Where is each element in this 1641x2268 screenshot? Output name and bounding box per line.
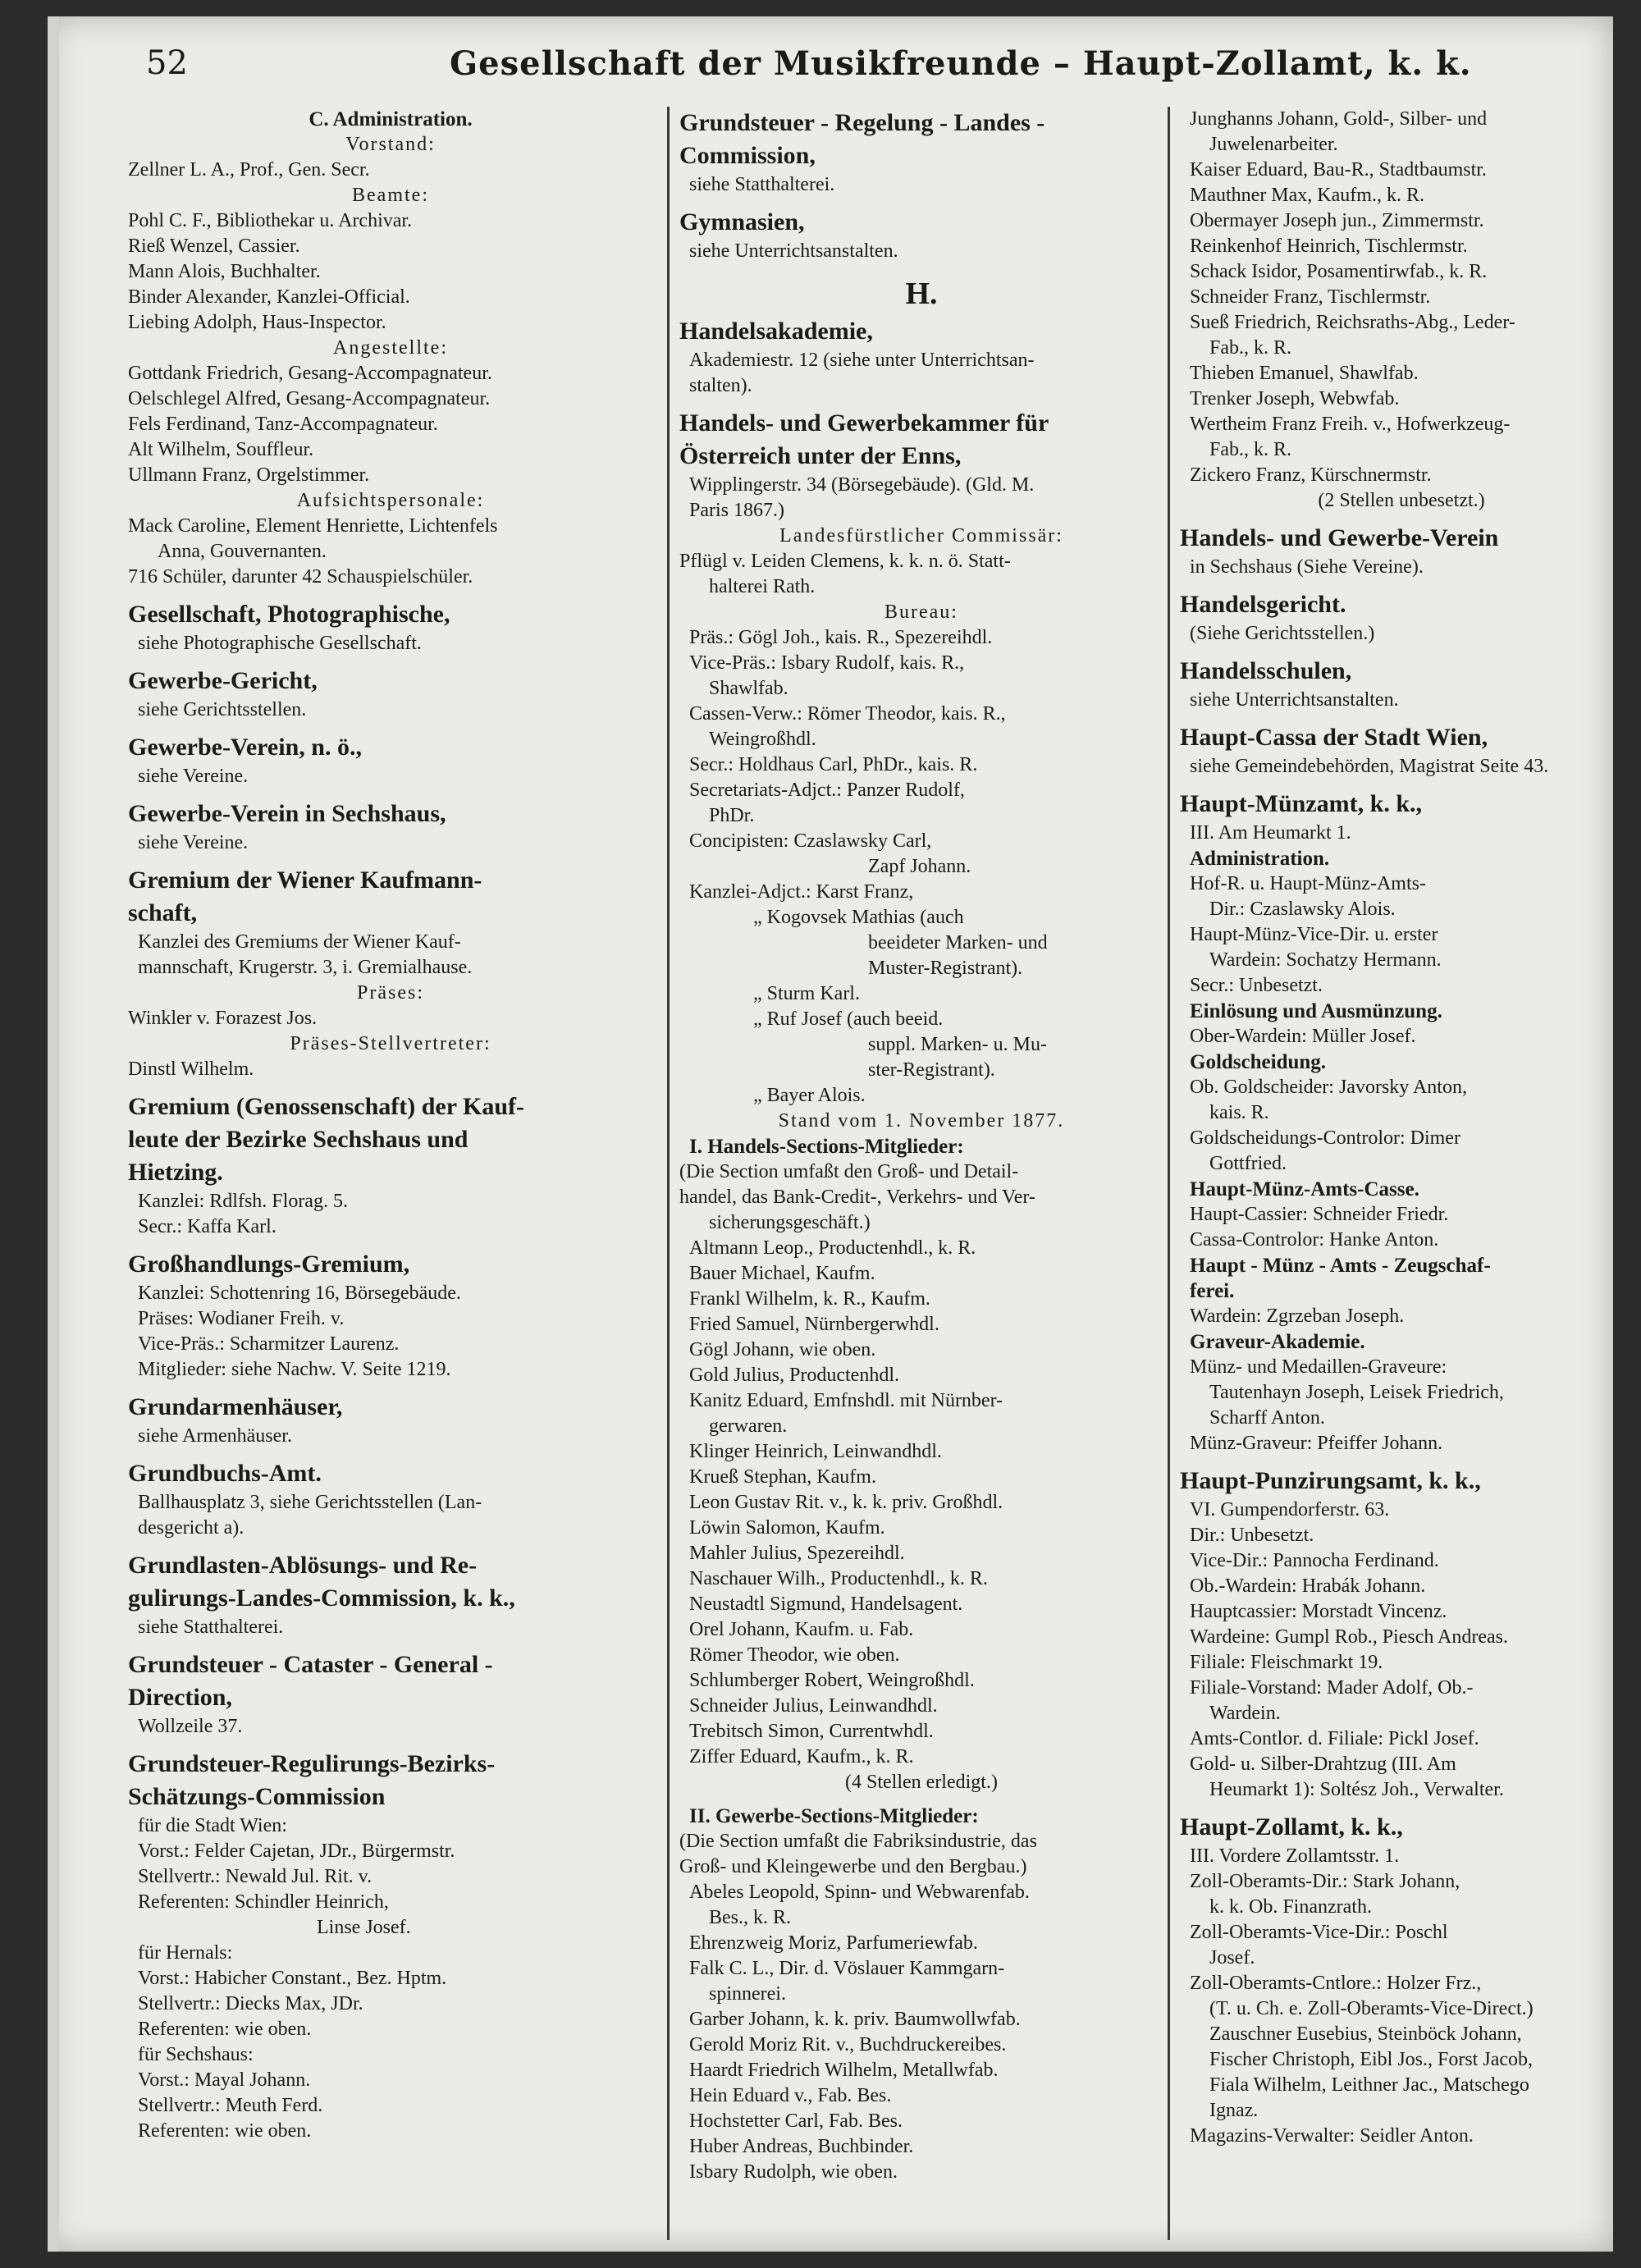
entry-heading: Haupt-Punzirungsamt, k. k., — [1180, 1467, 1481, 1494]
text-line: Reinkenhof Heinrich, Tischlermstr. — [1190, 235, 1468, 257]
text-line: Ullmann Franz, Orgelstimmer. — [128, 464, 370, 486]
text-line: Junghanns Johann, Gold-, Silber- und — [1190, 108, 1488, 130]
text-line: Vorst.: Habicher Constant., Bez. Hptm. — [138, 1968, 447, 1989]
text-line: Zoll-Oberamts-Cntlore.: Holzer Frz., — [1190, 1973, 1482, 1994]
column-3 — [1180, 107, 1613, 2240]
text-line: Wertheim Franz Freih. v., Hofwerkzeug- — [1190, 414, 1511, 435]
text-line: Fiala Wilhelm, Leithner Jac., Matschego — [1209, 2074, 1529, 2096]
text-line: siehe Statthalterei. — [138, 1616, 284, 1638]
text-line: III. Am Heumarkt 1. — [1190, 822, 1351, 844]
text-line: Münz-Graveur: Pfeiffer Johann. — [1190, 1433, 1443, 1454]
text-line: Falk C. L., Dir. d. Vöslauer Kammgarn- — [689, 1958, 1005, 1979]
text-line: (Siehe Gerichtsstellen.) — [1190, 623, 1375, 644]
running-title: Gesellschaft der Musikfreunde – Haupt-Zollamt, k. k. — [450, 44, 1472, 83]
text-line: (2 Stellen unbesetzt.) — [1318, 490, 1485, 511]
text-line: Fab., k. R. — [1209, 337, 1292, 359]
text-line: Löwin Salomon, Kaufm. — [689, 1517, 885, 1539]
text-line: Vorstand: — [345, 134, 436, 155]
text-line: Präses: — [357, 982, 424, 1004]
entry-heading: Haupt-Cassa der Stadt Wien, — [1180, 724, 1488, 751]
text-line: Orel Johann, Kaufm. u. Fab. — [689, 1619, 914, 1640]
text-line: siehe Photographische Gesellschaft. — [138, 633, 422, 654]
text-line: Kaiser Eduard, Bau-R., Stadtbaumstr. — [1190, 159, 1487, 181]
text-line: Abeles Leopold, Spinn- und Webwarenfab. — [689, 1882, 1030, 1903]
entry-heading: Gymnasien, — [679, 208, 805, 235]
text-line: Bes., k. R. — [709, 1907, 792, 1928]
text-line: Scharff Anton. — [1209, 1407, 1325, 1429]
text-line: Präses: Wodianer Freih. v. — [138, 1308, 345, 1329]
text-line: k. k. Ob. Finanzrath. — [1209, 1896, 1372, 1918]
text-line: Wardein. — [1209, 1703, 1281, 1724]
text-line: Josef. — [1209, 1947, 1255, 1968]
entry-heading: Direction, — [128, 1684, 232, 1711]
text-line: Gold Julius, Productenhdl. — [689, 1365, 899, 1386]
text-line: siehe Gerichtsstellen. — [138, 699, 307, 720]
text-line: in Sechshaus (Siehe Vereine). — [1190, 556, 1424, 578]
text-line: Oelschlegel Alfred, Gesang-Accompagnateur. — [128, 388, 491, 409]
text-line: Fischer Christoph, Eibl Jos., Forst Jacob, — [1209, 2049, 1533, 2070]
text-line: Hein Eduard v., Fab. Bes. — [689, 2085, 892, 2106]
text-line: Referenten: wie oben. — [138, 2019, 312, 2040]
text-line: Zoll-Oberamts-Vice-Dir.: Poschl — [1190, 1922, 1448, 1943]
text-line: siehe Unterrichtsanstalten. — [689, 240, 898, 262]
text-line: Präses-Stellvertreter: — [290, 1033, 491, 1054]
text-line: (4 Stellen erledigt.) — [845, 1772, 998, 1793]
text-line: für Sechshaus: — [138, 2044, 254, 2065]
text-line: Wollzeile 37. — [138, 1716, 243, 1737]
text-line: Gögl Johann, wie oben. — [689, 1339, 876, 1360]
text-line: Bureau: — [884, 601, 958, 623]
text-line: I. Handels-Sections-Mitglieder: — [689, 1136, 964, 1158]
text-line: Ballhausplatz 3, siehe Gerichtsstellen (Lan- — [138, 1492, 482, 1513]
text-line: 716 Schüler, darunter 42 Schauspielschüler. — [128, 566, 473, 588]
text-line: Administration. — [1190, 848, 1330, 870]
text-line: (T. u. Ch. e. Zoll-Oberamts-Vice-Direct.) — [1209, 1998, 1534, 2019]
text-line: „ Bayer Alois. — [753, 1085, 866, 1106]
text-line: Wipplingerstr. 34 (Börsegebäude). (Gld. M. — [689, 474, 1035, 496]
entry-heading: Handelsschulen, — [1180, 657, 1352, 684]
text-line: Tautenhayn Joseph, Leisek Friedrich, — [1209, 1382, 1504, 1403]
text-line: siehe Unterrichtsanstalten. — [1190, 689, 1399, 711]
text-line: Referenten: Schindler Heinrich, — [138, 1891, 389, 1913]
entry-heading: Haupt-Münzamt, k. k., — [1180, 790, 1423, 817]
text-line: H. — [905, 277, 938, 311]
text-line: suppl. Marken- u. Mu- — [868, 1034, 1047, 1055]
text-line: Schneider Franz, Tischlermstr. — [1190, 286, 1431, 308]
text-line: kais. R. — [1209, 1102, 1269, 1123]
text-line: Ob. Goldscheider: Javorsky Anton, — [1190, 1077, 1467, 1098]
text-line: Trebitsch Simon, Currentwhdl. — [689, 1721, 934, 1742]
text-line: Thieben Emanuel, Shawlfab. — [1190, 363, 1419, 384]
text-line: Ziffer Eduard, Kaufm., k. R. — [689, 1746, 914, 1767]
text-line: Landesfürstlicher Commissär: — [779, 525, 1063, 546]
text-line: Kanzlei: Schottenring 16, Börsegebäude. — [138, 1283, 461, 1304]
text-line: gerwaren. — [709, 1415, 788, 1437]
text-line: Beamte: — [352, 185, 429, 206]
text-line: ster-Registrant). — [868, 1059, 995, 1081]
text-line: Ob.-Wardein: Hrabák Johann. — [1190, 1575, 1426, 1597]
column-1 — [128, 107, 653, 2240]
text-line: Pohl C. F., Bibliothekar u. Archivar. — [128, 210, 413, 231]
text-line: Hochstetter Carl, Fab. Bes. — [689, 2110, 903, 2132]
text-line: Fab., k. R. — [1209, 439, 1292, 460]
text-line: VI. Gumpendorferstr. 63. — [1190, 1499, 1390, 1520]
text-line: Secr.: Holdhaus Carl, PhDr., kais. R. — [689, 754, 978, 775]
text-line: Secr.: Unbesetzt. — [1190, 975, 1323, 996]
text-line: siehe Armenhäuser. — [138, 1425, 292, 1447]
entry-heading: Handelsakademie, — [679, 318, 873, 345]
entry-heading: Schätzungs-Commission — [128, 1783, 386, 1810]
text-line: Hauptcassier: Morstadt Vincenz. — [1190, 1601, 1447, 1622]
entry-heading: Gremium der Wiener Kaufmann- — [128, 867, 482, 894]
text-line: Ignaz. — [1209, 2100, 1259, 2121]
text-line: Gottdank Friedrich, Gesang-Accompagnateur. — [128, 363, 492, 384]
text-line: Pflügl v. Leiden Clemens, k. k. n. ö. Statt- — [679, 551, 1011, 572]
text-line: desgericht a). — [138, 1517, 245, 1539]
text-line: Isbary Rudolph, wie oben. — [689, 2161, 898, 2183]
text-line: Aufsichtspersonale: — [296, 490, 485, 511]
text-line: Kanzlei: Rdlfsh. Florag. 5. — [138, 1191, 348, 1212]
text-line: Trenker Joseph, Webwfab. — [1190, 388, 1400, 409]
text-line: Akademiestr. 12 (siehe unter Unterrichtsan- — [689, 350, 1035, 371]
text-line: Krueß Stephan, Kaufm. — [689, 1466, 876, 1488]
entry-heading: gulirungs-Landes-Commission, k. k., — [128, 1584, 515, 1612]
text-line: Kanzlei-Adjct.: Karst Franz, — [689, 881, 914, 903]
entry-heading: Gremium (Genossenschaft) der Kauf- — [128, 1093, 525, 1120]
text-line: Vice-Dir.: Pannocha Ferdinand. — [1190, 1550, 1439, 1571]
column-rule — [1168, 107, 1170, 2240]
entry-heading: Gesellschaft, Photographische, — [128, 601, 450, 628]
entry-heading: Haupt-Zollamt, k. k., — [1180, 1813, 1403, 1840]
text-line: Fels Ferdinand, Tanz-Accompagnateur. — [128, 414, 438, 435]
text-line: Wardein: Sochatzy Hermann. — [1209, 949, 1442, 971]
entry-heading: Grundsteuer - Cataster - General - — [128, 1651, 493, 1678]
text-line: Amts-Contlor. d. Filiale: Pickl Josef. — [1190, 1728, 1479, 1749]
text-line: Ober-Wardein: Müller Josef. — [1190, 1026, 1416, 1047]
text-line: Mitglieder: siehe Nachw. V. Seite 1219. — [138, 1359, 451, 1380]
text-line: Concipisten: Czaslawsky Carl, — [689, 830, 932, 852]
page-header — [146, 41, 1590, 98]
text-line: Kanzlei des Gremiums der Wiener Kauf- — [138, 931, 461, 953]
text-line: Goldscheidungs-Controlor: Dimer — [1190, 1127, 1460, 1149]
text-line: „ Sturm Karl. — [753, 983, 860, 1004]
text-line: Zauschner Eusebius, Steinböck Johann, — [1209, 2023, 1522, 2045]
text-line: Sueß Friedrich, Reichsraths-Abg., Leder- — [1190, 312, 1515, 333]
entry-heading: Gewerbe-Gericht, — [128, 667, 318, 694]
entry-heading: Grundbuchs-Amt. — [128, 1460, 322, 1487]
text-line: Zapf Johann. — [868, 856, 971, 877]
text-line: „ Ruf Josef (auch beeid. — [753, 1008, 944, 1030]
text-line: Vice-Präs.: Scharmitzer Laurenz. — [138, 1333, 400, 1355]
entry-heading: Commission, — [679, 142, 816, 169]
text-line: stalten). — [689, 375, 752, 396]
text-line: Einlösung und Ausmünzung. — [1190, 1000, 1442, 1022]
text-line: Münz- und Medaillen-Graveure: — [1190, 1356, 1447, 1378]
text-line: Graveur-Akademie. — [1190, 1331, 1365, 1353]
text-line: ferei. — [1190, 1280, 1235, 1302]
text-line: Haupt-Münz-Amts-Casse. — [1190, 1178, 1419, 1200]
column-rule — [667, 107, 670, 2240]
text-line: Haupt-Münz-Vice-Dir. u. erster — [1190, 924, 1438, 945]
text-line: Magazins-Verwalter: Seidler Anton. — [1190, 2125, 1474, 2147]
text-line: Juwelenarbeiter. — [1209, 134, 1338, 155]
text-line: Vorst.: Felder Cajetan, JDr., Bürgermstr. — [138, 1840, 455, 1862]
text-line: Secr.: Kaffa Karl. — [138, 1216, 277, 1237]
entry-heading: Österreich unter der Enns, — [679, 442, 962, 469]
text-line: Stellvertr.: Newald Jul. Rit. v. — [138, 1866, 373, 1887]
text-line: für Hernals: — [138, 1942, 233, 1964]
entry-heading: schaft, — [128, 899, 198, 926]
text-line: Frankl Wilhelm, k. R., Kaufm. — [689, 1288, 930, 1310]
text-line: Goldscheidung. — [1190, 1051, 1327, 1073]
text-line: II. Gewerbe-Sections-Mitglieder: — [689, 1805, 979, 1827]
text-line: Kanitz Eduard, Emfnshdl. mit Nürnber- — [689, 1390, 1003, 1411]
text-line: Winkler v. Forazest Jos. — [128, 1008, 318, 1029]
entry-heading: Handels- und Gewerbekammer für — [679, 409, 1049, 437]
text-line: Stellvertr.: Diecks Max, JDr. — [138, 1993, 363, 2014]
text-line: Gottfried. — [1209, 1153, 1287, 1174]
text-line: „ Kogovsek Mathias (auch — [753, 907, 964, 928]
entry-heading: Grundlasten-Ablösungs- und Re- — [128, 1552, 478, 1579]
text-line: siehe Gemeindebehörden, Magistrat Seite 43. — [1190, 756, 1549, 777]
text-line: für die Stadt Wien: — [138, 1815, 287, 1836]
text-line: Vorst.: Mayal Johann. — [138, 2069, 311, 2091]
entry-heading: Gewerbe-Verein, n. ö., — [128, 734, 362, 761]
text-line: Stand vom 1. November 1877. — [778, 1110, 1065, 1132]
text-line: Angestellte: — [333, 337, 448, 359]
text-line: Mahler Julius, Spezereihdl. — [689, 1543, 905, 1564]
text-line: Paris 1867.) — [689, 500, 784, 521]
entry-heading: Handelsgericht. — [1180, 591, 1346, 618]
entry-heading: Gewerbe-Verein in Sechshaus, — [128, 800, 446, 827]
text-line: sicherungsgeschäft.) — [709, 1212, 871, 1233]
text-line: Alt Wilhelm, Souffleur. — [128, 439, 314, 460]
page-edge — [48, 16, 59, 2252]
text-line: Groß- und Kleingewerbe und den Bergbau.) — [679, 1856, 1027, 1877]
text-line: Liebing Adolph, Haus-Inspector. — [128, 312, 386, 333]
text-line: Schlumberger Robert, Weingroßhdl. — [689, 1670, 975, 1691]
text-line: Dir.: Unbesetzt. — [1190, 1525, 1314, 1546]
text-line: Haupt-Cassier: Schneider Friedr. — [1190, 1204, 1449, 1225]
text-line: siehe Vereine. — [138, 832, 249, 853]
text-line: Heumarkt 1): Soltész Joh., Verwalter. — [1209, 1779, 1504, 1800]
text-line: Weingroßhdl. — [709, 729, 816, 750]
text-line: Filiale: Fleischmarkt 19. — [1190, 1652, 1383, 1673]
text-line: Zoll-Oberamts-Dir.: Stark Johann, — [1190, 1871, 1460, 1892]
text-line: mannschaft, Krugerstr. 3, i. Gremialhause. — [138, 957, 473, 978]
text-line: Leon Gustav Rit. v., k. k. priv. Großhdl. — [689, 1492, 1003, 1513]
text-line: Zickero Franz, Kürschnermstr. — [1190, 464, 1432, 486]
text-line: Altmann Leop., Productenhdl., k. R. — [689, 1237, 976, 1259]
text-line: Wardeine: Gumpl Rob., Piesch Andreas. — [1190, 1626, 1508, 1648]
entry-heading: Handels- und Gewerbe-Verein — [1180, 524, 1499, 551]
text-line: Schneider Julius, Leinwandhdl. — [689, 1695, 938, 1717]
document-page — [48, 16, 1613, 2252]
text-line: Stellvertr.: Meuth Ferd. — [138, 2095, 323, 2116]
text-line: Anna, Gouvernanten. — [158, 541, 327, 562]
text-line: beeideter Marken- und — [868, 932, 1048, 953]
column-2 — [679, 107, 1163, 2240]
text-line: (Die Section umfaßt den Groß- und Detail- — [679, 1161, 1019, 1182]
text-line: Wardein: Zgrzeban Joseph. — [1190, 1305, 1405, 1327]
text-line: Vice-Präs.: Isbary Rudolf, kais. R., — [689, 652, 965, 674]
text-line: (Die Section umfaßt die Fabriksindustrie, das — [679, 1831, 1037, 1852]
text-line: III. Vordere Zollamtsstr. 1. — [1190, 1845, 1400, 1867]
text-line: Cassen-Verw.: Römer Theodor, kais. R., — [689, 703, 1006, 725]
text-line: Ehrenzweig Moriz, Parfumeriewfab. — [689, 1932, 978, 1954]
text-line: Garber Johann, k. k. priv. Baumwollwfab. — [689, 2009, 1021, 2030]
text-line: C. Administration. — [309, 108, 473, 130]
text-line: Hof-R. u. Haupt-Münz-Amts- — [1190, 873, 1426, 894]
text-line: halterei Rath. — [709, 576, 816, 597]
text-line: Gerold Moriz Rit. v., Buchdruckereibes. — [689, 2034, 1007, 2055]
entry-heading: leute der Bezirke Sechshaus und — [128, 1126, 469, 1153]
text-line: Präs.: Gögl Joh., kais. R., Spezereihdl. — [689, 627, 993, 648]
entry-heading: Grundarmenhäuser, — [128, 1393, 343, 1420]
text-line: Neustadtl Sigmund, Handelsagent. — [689, 1594, 963, 1615]
text-line: Binder Alexander, Kanzlei-Official. — [128, 286, 410, 308]
text-line: Dinstl Wilhelm. — [128, 1059, 254, 1080]
text-line: Rieß Wenzel, Cassier. — [128, 235, 300, 257]
text-line: Mack Caroline, Element Henriette, Lichtenfels — [128, 515, 498, 537]
text-line: Cassa-Controlor: Hanke Anton. — [1190, 1229, 1439, 1251]
text-line: Filiale-Vorstand: Mader Adolf, Ob.- — [1190, 1677, 1474, 1699]
text-line: Mauthner Max, Kaufm., k. R. — [1190, 185, 1424, 206]
text-line: Huber Andreas, Buchbinder. — [689, 2136, 914, 2157]
text-line: Naschauer Wilh., Productenhdl., k. R. — [689, 1568, 988, 1589]
text-line: Haardt Friedrich Wilhelm, Metallwfab. — [689, 2060, 999, 2081]
entry-heading: Grundsteuer-Regulirungs-Bezirks- — [128, 1750, 496, 1777]
text-line: Referenten: wie oben. — [138, 2120, 312, 2142]
text-line: Bauer Michael, Kaufm. — [689, 1263, 875, 1284]
entry-heading: Hietzing. — [128, 1159, 223, 1186]
text-line: siehe Vereine. — [138, 766, 249, 787]
text-line: Secretariats-Adjct.: Panzer Rudolf, — [689, 780, 965, 801]
text-line: Dir.: Czaslawsky Alois. — [1209, 899, 1396, 920]
text-line: Römer Theodor, wie oben. — [689, 1644, 900, 1666]
text-line: PhDr. — [709, 805, 755, 826]
text-line: Haupt - Münz - Amts - Zeugschaf- — [1190, 1255, 1491, 1277]
text-line: Schack Isidor, Posamentirwfab., k. R. — [1190, 261, 1488, 282]
text-line: Zellner L. A., Prof., Gen. Secr. — [128, 159, 370, 181]
text-line: spinnerei. — [709, 1983, 786, 2005]
text-line: Shawlfab. — [709, 678, 789, 699]
text-line: Fried Samuel, Nürnbergerwhdl. — [689, 1314, 939, 1335]
text-line: siehe Statthalterei. — [689, 174, 835, 195]
text-line: Gold- u. Silber-Drahtzug (III. Am — [1190, 1754, 1456, 1775]
text-line: Klinger Heinrich, Leinwandhdl. — [689, 1441, 942, 1462]
text-line: Mann Alois, Buchhalter. — [128, 261, 321, 282]
text-line: Muster-Registrant). — [868, 958, 1023, 979]
entry-heading: Großhandlungs-Gremium, — [128, 1251, 410, 1278]
text-line: Linse Josef. — [317, 1917, 411, 1938]
entry-heading: Grundsteuer - Regelung - Landes - — [679, 109, 1045, 136]
page-number: 52 — [146, 44, 188, 82]
text-line: Obermayer Joseph jun., Zimmermstr. — [1190, 210, 1484, 231]
text-line: handel, das Bank-Credit-, Verkehrs- und Ver- — [679, 1187, 1035, 1208]
